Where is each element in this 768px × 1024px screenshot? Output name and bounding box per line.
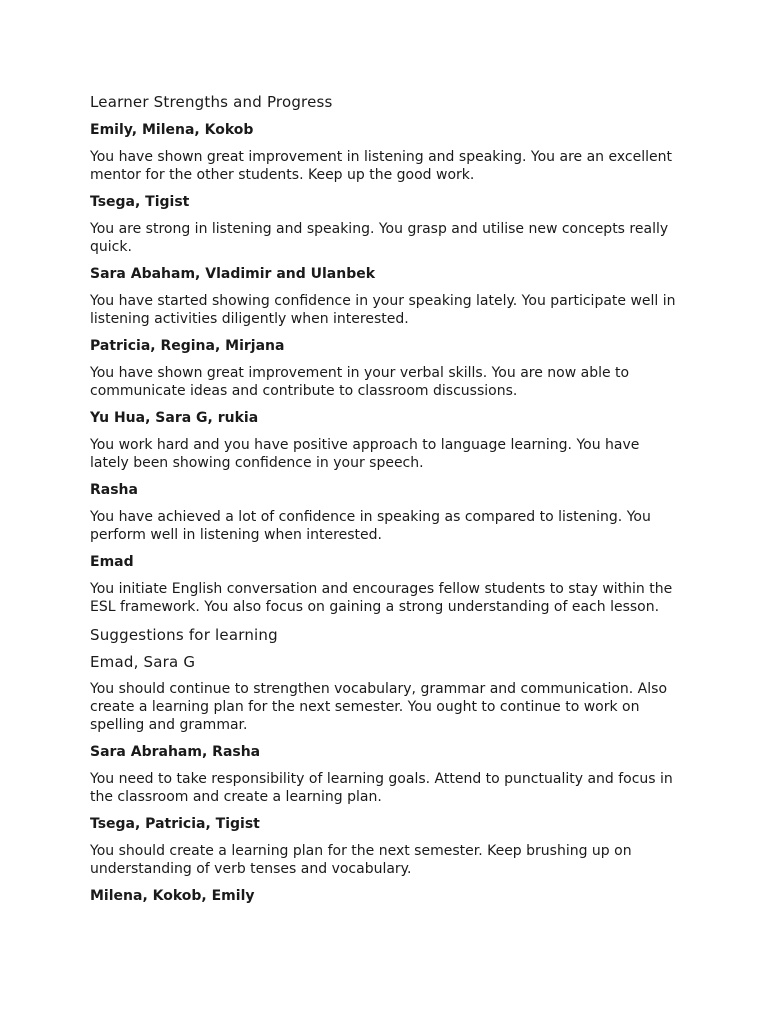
learner-names: Patricia, Regina, Mirjana bbox=[90, 338, 285, 354]
learner-names: Sara Abaham, Vladimir and Ulanbek bbox=[90, 266, 376, 282]
suggestion-paragraph: You should continue to strengthen vocabulary, grammar and communication. Also create a learning plan for the next semester. You ought to continue to work on spelling and grammar. bbox=[90, 681, 668, 733]
learner-names: Emily, Milena, Kokob bbox=[90, 122, 254, 138]
learner-names: Emad, Sara G bbox=[90, 653, 196, 671]
feedback-paragraph: You have achieved a lot of confidence in speaking as compared to listening. You perform well in listening when interested. bbox=[90, 509, 651, 543]
section-title-strengths: Learner Strengths and Progress bbox=[90, 93, 333, 111]
suggestion-paragraph: You should create a learning plan for the next semester. Keep brushing up on understanding of verb tenses and vocabulary. bbox=[90, 843, 632, 877]
learner-names: Rasha bbox=[90, 482, 138, 498]
learner-names: Tsega, Tigist bbox=[90, 194, 190, 210]
feedback-paragraph: You have shown great improvement in your verbal skills. You are now able to communicate ideas and contribute to classroom discussions. bbox=[90, 365, 630, 399]
feedback-paragraph: You initiate English conversation and encourages fellow students to stay within the ESL framework. You also focus on gaining a strong understanding of each lesson. bbox=[90, 581, 673, 615]
feedback-paragraph: You work hard and you have positive approach to language learning. You have lately been showing confidence in your speech. bbox=[90, 437, 640, 471]
section-title-suggestions: Suggestions for learning bbox=[90, 626, 278, 644]
learner-names: Milena, Kokob, Emily bbox=[90, 888, 255, 904]
learner-names: Yu Hua, Sara G, rukia bbox=[90, 410, 259, 426]
suggestion-paragraph: You need to take responsibility of learning goals. Attend to punctuality and focus in the classroom and create a learning plan. bbox=[90, 771, 673, 805]
feedback-paragraph: You have shown great improvement in listening and speaking. You are an excellent mentor for the other students. Keep up the good work. bbox=[90, 149, 672, 183]
feedback-paragraph: You have started showing confidence in your speaking lately. You participate well in listening activities diligently when interested. bbox=[90, 293, 676, 327]
learner-names: Emad bbox=[90, 554, 134, 570]
feedback-paragraph: You are strong in listening and speaking. You grasp and utilise new concepts really quick. bbox=[90, 221, 669, 255]
learner-names: Sara Abraham, Rasha bbox=[90, 744, 261, 760]
learner-names: Tsega, Patricia, Tigist bbox=[90, 816, 260, 832]
